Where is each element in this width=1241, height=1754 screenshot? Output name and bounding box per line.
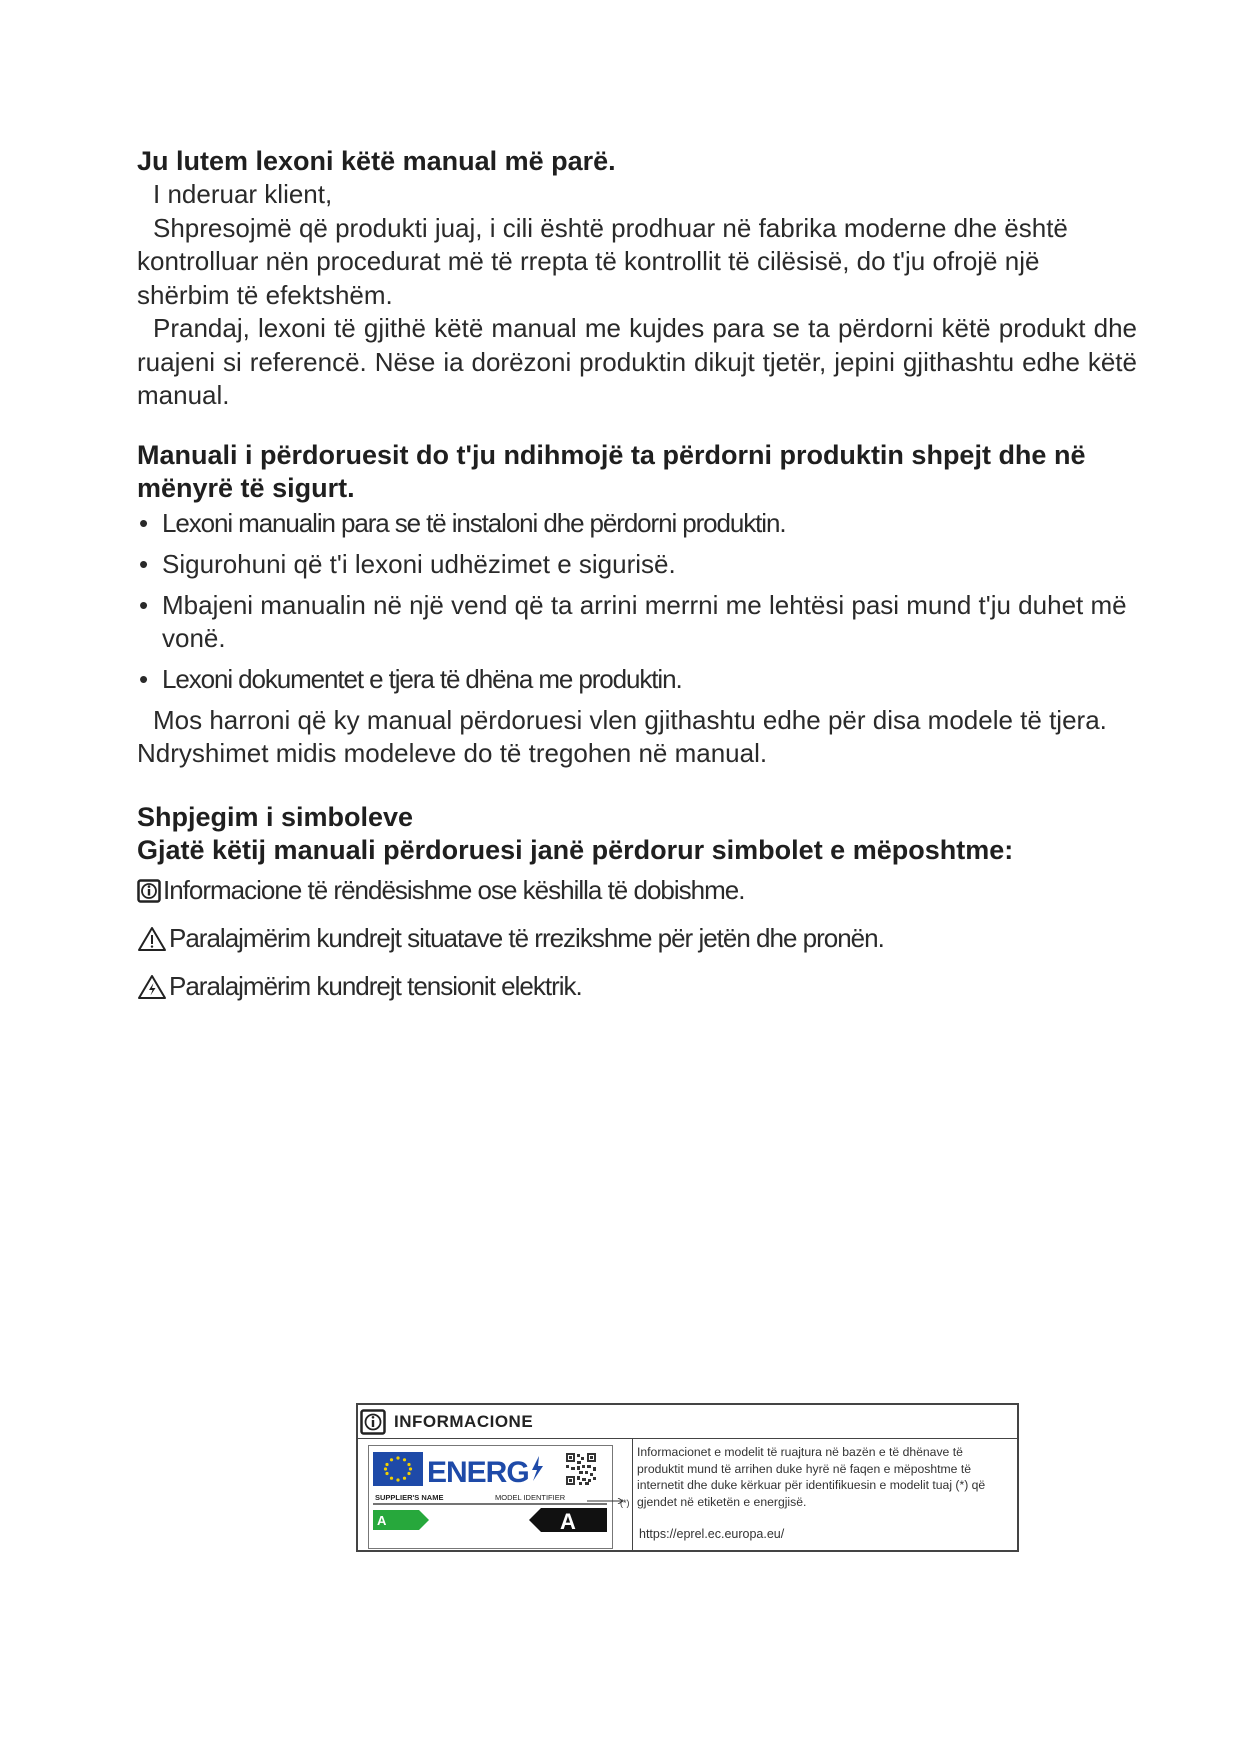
- energy-class-right: A: [560, 1509, 576, 1534]
- supplier-name-label: SUPPLIER'S NAME: [375, 1493, 444, 1502]
- intro-paragraph-2: Prandaj, lexoni të gjithë këtë manual me kujdes para se ta përdorni këtë produkt dhe ruajeni si referencë. Nëse ia dorëzoni produktin dikujt tjetër, jepini gjithashtu edhe këtë manual.: [137, 313, 1137, 410]
- info-box-header: [358, 1405, 1017, 1439]
- greeting: I nderuar klient,: [153, 179, 333, 209]
- reference-mark: (*): [620, 1498, 630, 1508]
- energy-label-brand: ENERG: [427, 1456, 529, 1489]
- guide-bullet-list: [137, 507, 1137, 696]
- symbol-row-electric: [137, 965, 1137, 1009]
- symbol-row-info: [137, 869, 1137, 913]
- eu-flag-icon: [373, 1452, 423, 1486]
- energy-class-left: A: [377, 1513, 387, 1528]
- info-box-body: [358, 1439, 1017, 1550]
- lightning-icon: [532, 1456, 543, 1481]
- symbol-row-warning: [137, 917, 1137, 961]
- info-icon: [137, 879, 161, 903]
- energy-label: [368, 1445, 613, 1549]
- list-item: • Lexoni dokumentet e tjera të dhëna me produktin.: [137, 663, 1137, 696]
- info-box-text: Informacionet e modelit të ruajtura në bazën e të dhënave të produktit mund të arrihen duke hyrë në faqen e mëposhtme të internetit dhe duke kërkuar për identifikuesin e modelit tuaj (*) që gjendet në etiketën e energjisë.: [637, 1445, 986, 1509]
- model-identifier-label: MODEL IDENTIFIER: [495, 1493, 566, 1502]
- info-icon: [360, 1409, 386, 1435]
- electric-warning-icon: [137, 974, 167, 1000]
- symbols-heading: Shpjegim i simboleve: [137, 801, 414, 832]
- energy-label-panel: [358, 1439, 633, 1550]
- warning-icon: [137, 926, 167, 952]
- list-item: • Sigurohuni që t'i lexoni udhëzimet e sigurisë.: [137, 548, 1137, 581]
- qr-code-icon: [565, 1452, 597, 1486]
- guide-note: Mos harroni që ky manual përdoruesi vlen gjithashtu edhe për disa modele të tjera. Ndryshimet midis modeleve do të tregohen në manual.: [137, 704, 1107, 768]
- eprel-link[interactable]: https://eprel.ec.europa.eu/: [639, 1527, 785, 1541]
- symbol-description: Paralajmërim kundrejt tensionit elektrik.: [169, 971, 582, 1001]
- intro-paragraph-1: Shpresojmë që produkti juaj, i cili është prodhuar në fabrika moderne dhe është kontrolluar nën procedurat më të rrepta të kontrollit të cilësisë, do t'ju ofrojë një shërbim të efektshëm.: [137, 212, 1068, 310]
- symbols-subheading: Gjatë këtij manuali përdoruesi janë përdorur simbolet e mëposhtme:: [137, 834, 1014, 865]
- info-box-title: INFORMACIONE: [394, 1411, 534, 1431]
- list-item: • Lexoni manualin para se të instaloni dhe përdorni produktin.: [137, 507, 1137, 540]
- intro-heading: Ju lutem lexoni këtë manual më parë.: [137, 146, 616, 176]
- symbol-description: Paralajmërim kundrejt situatave të rrezikshme për jetën dhe pronën.: [169, 923, 884, 953]
- symbol-description: Informacione të rëndësishme ose këshilla të dobishme.: [163, 875, 745, 905]
- manual-page: [137, 145, 1137, 1009]
- list-item: • Mbajeni manualin në një vend që ta arrini merrni me lehtësi pasi mund t'ju duhet më vonë.: [137, 589, 1137, 655]
- guide-heading: Manuali i përdoruesit do t'ju ndihmojë ta përdorni produktin shpejt dhe në mënyrë të sigurt.: [137, 439, 1086, 503]
- information-box: [356, 1403, 1019, 1552]
